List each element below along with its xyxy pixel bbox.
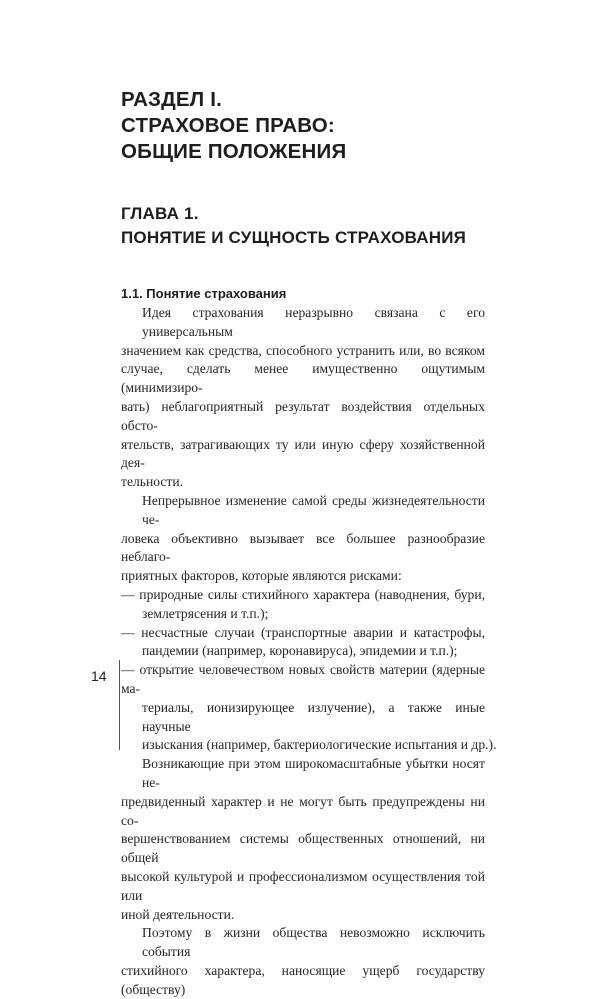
- chapter-title-line: ПОНЯТИЕ И СУЩНОСТЬ СТРАХОВАНИЯ: [121, 228, 467, 247]
- body-line: высокой культурой и профессионализмом осуществления той или: [121, 868, 485, 903]
- body-line: стихийного характера, наносящие ущерб государству (обществу): [121, 962, 485, 997]
- list-item-line: — природные силы стихийного характера (наводнения, бури,: [121, 586, 485, 602]
- list-item-line: — открытие человечеством новых свойств материи (ядерные ма-: [121, 662, 485, 696]
- list-item-line: изыскания (например, бактериологические испытания и др.).: [142, 737, 497, 753]
- body-line: предвиденный характер и не могут быть предупреждены ни со-: [121, 793, 485, 828]
- list-item-line: пандемии (например, коронавируса), эпидемии и т.п.);: [142, 643, 458, 659]
- section-title: [121, 87, 561, 165]
- chapter-title-line: ГЛАВА 1.: [121, 204, 199, 223]
- page-number: 14: [91, 668, 107, 684]
- body-line: Непрерывное изменение самой среды жизнедеятельности че-: [142, 492, 485, 527]
- chapter-title: [121, 202, 561, 250]
- body-text: [121, 304, 497, 999]
- section-title-line: РАЗДЕЛ I.: [121, 88, 223, 111]
- section-title-line: СТРАХОВОЕ ПРАВО:: [121, 114, 335, 137]
- body-line: ятельств, затрагивающих ту или иную сферу хозяйственной дея-: [121, 436, 485, 471]
- body-line: Поэтому в жизни общества невозможно исключить события: [142, 925, 485, 960]
- body-line: случае, сделать менее имущественно ощутимым (минимизиро-: [121, 361, 485, 396]
- margin-rule: [119, 660, 120, 750]
- body-line: значением как средства, способного устранить или, во всяком: [121, 342, 485, 358]
- list-item-line: землетрясения и т.п.);: [142, 605, 269, 621]
- list-item-line: териалы, ионизирующее излучение), а также иные научные: [142, 699, 485, 734]
- body-line: Возникающие при этом широкомасштабные убытки носят не-: [142, 756, 485, 790]
- body-line: иной деятельности.: [121, 906, 235, 922]
- body-line: ловека объективно вызывает все большее разнообразие неблаго-: [121, 530, 485, 565]
- body-line: вать) неблагоприятный результат воздействия отдельных обсто-: [121, 398, 485, 433]
- section-title-line: ОБЩИЕ ПОЛОЖЕНИЯ: [121, 140, 347, 163]
- body-line: Идея страхования неразрывно связана с его универсальным: [142, 305, 485, 339]
- body-line: приятных факторов, которые являются рисками:: [121, 568, 402, 584]
- list-item-line: — несчастные случаи (транспортные аварии и катастрофы,: [121, 624, 485, 640]
- body-line: вершенствованием системы общественных отношений, ни общей: [121, 831, 485, 866]
- subsection-title: 1.1. Понятие страхования: [121, 286, 287, 301]
- body-line: тельности.: [121, 474, 184, 490]
